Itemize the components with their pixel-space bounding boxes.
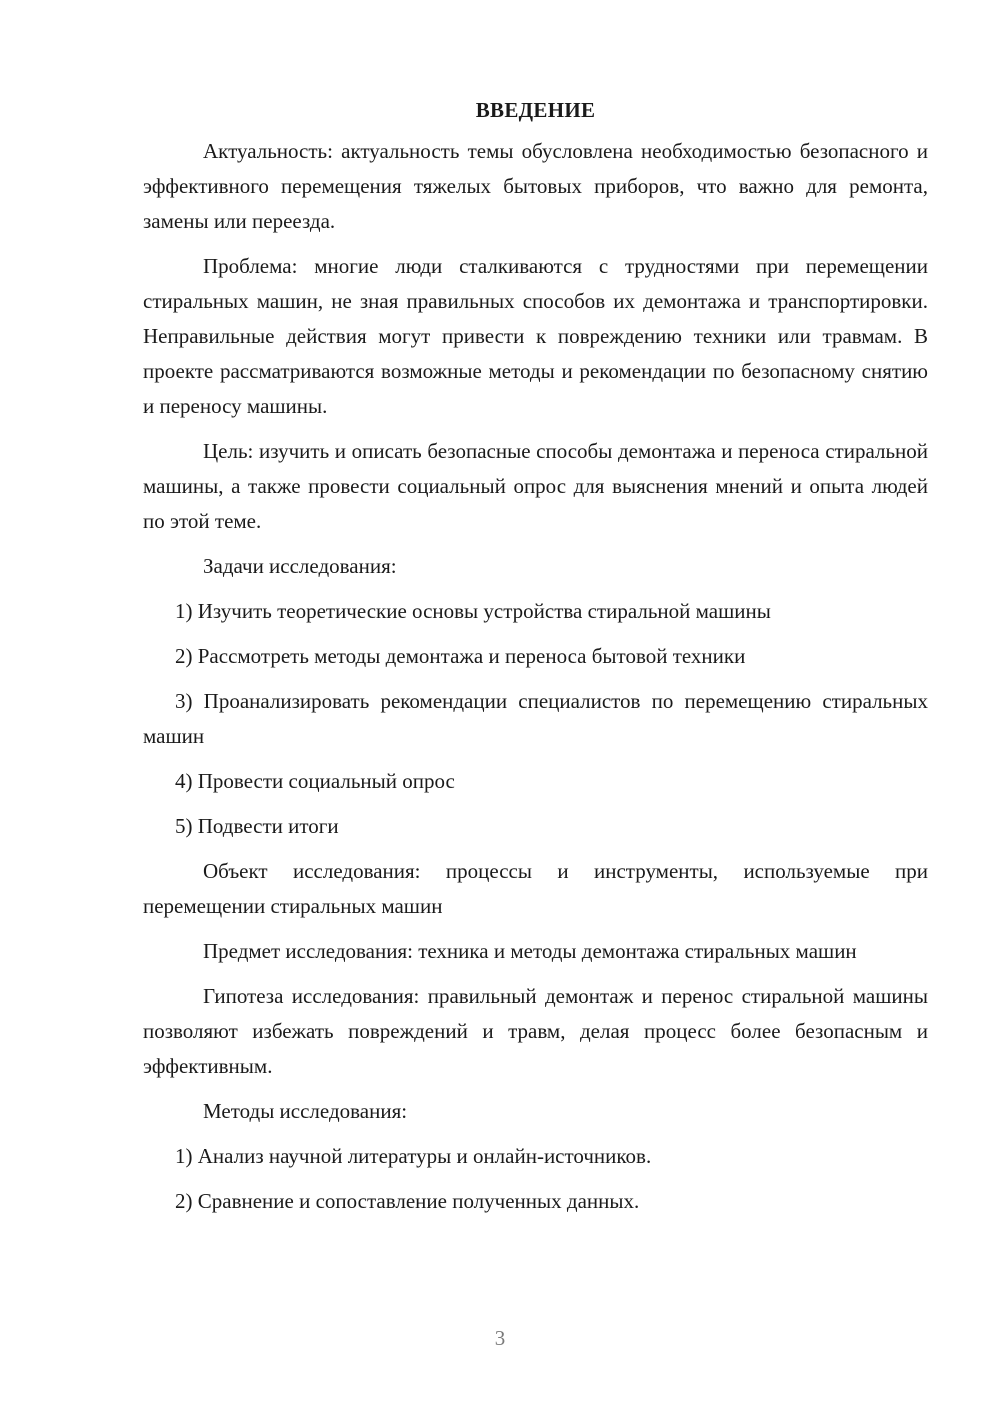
object-paragraph: Объект исследования: процессы и инструменты, используемые при перемещении стиральных машин [143, 859, 928, 918]
document-page [143, 92, 928, 1229]
problem-paragraph: Проблема: многие люди сталкиваются с трудностями при перемещении стиральных машин, не зная правильных способов их демонтажа и транспортировки. Неправильные действия могут привести к повреждению техники или травмам. В проекте рассматриваются возможные методы и рекомендации по безопасному снятию и переносу машины. [143, 254, 928, 418]
subject-paragraph: Предмет исследования: техника и методы демонтажа стиральных машин [203, 939, 857, 963]
task-item: 2) Рассмотреть методы демонтажа и переноса бытовой техники [175, 644, 746, 668]
task-item: 4) Провести социальный опрос [175, 769, 455, 793]
relevance-paragraph: Актуальность: актуальность темы обусловлена необходимостью безопасного и эффективного перемещения тяжелых бытовых приборов, что важно для ремонта, замены или переезда. [143, 139, 928, 233]
task-item: 3) Проанализировать рекомендации специалистов по перемещению стиральных машин [143, 689, 928, 748]
task-item: 5) Подвести итоги [175, 814, 339, 838]
tasks-heading: Задачи исследования: [203, 554, 397, 578]
methods-heading: Методы исследования: [203, 1099, 408, 1123]
goal-paragraph: Цель: изучить и описать безопасные способы демонтажа и переноса стиральной машины, а также провести социальный опрос для выяснения мнений и опыта людей по этой теме. [143, 439, 928, 533]
method-item: 1) Анализ научной литературы и онлайн-источников. [175, 1144, 652, 1168]
hypothesis-paragraph: Гипотеза исследования: правильный демонтаж и перенос стиральной машины позволяют избежать повреждений и травм, делая процесс более безопасным и эффективным. [143, 984, 928, 1078]
method-item: 2) Сравнение и сопоставление полученных данных. [175, 1189, 640, 1213]
task-item: 1) Изучить теоретические основы устройства стиральной машины [175, 599, 771, 623]
page-number: 3 [494, 1326, 506, 1350]
page-title: ВВЕДЕНИЕ [475, 98, 596, 122]
